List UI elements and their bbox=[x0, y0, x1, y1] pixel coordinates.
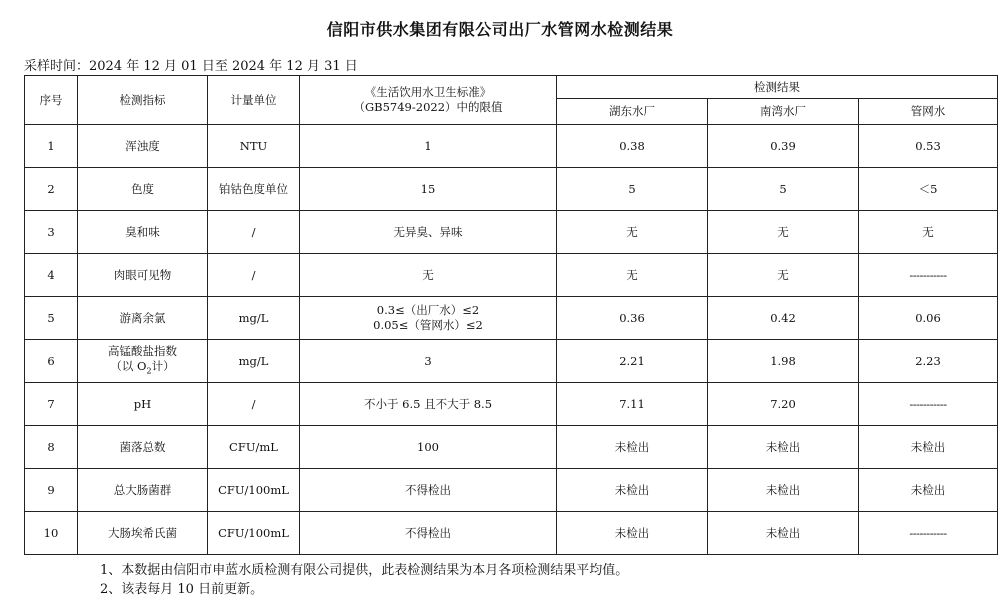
header-unit: 计量单位 bbox=[208, 76, 300, 125]
page-title: 信阳市供水集团有限公司出厂水管网水检测结果 bbox=[326, 20, 674, 39]
cell-unit: CFU/mL bbox=[208, 426, 300, 469]
cell-site3: ----------- bbox=[859, 512, 998, 555]
cell-limit: 100 bbox=[300, 426, 557, 469]
cell-site1: 未检出 bbox=[557, 512, 708, 555]
cell-no: 2 bbox=[25, 168, 78, 211]
cell-item-line2-suffix: 计） bbox=[151, 358, 175, 373]
cell-site3: 2.23 bbox=[859, 340, 998, 383]
sampling-period: 采样时间：2024 年 12 月 01 日至 2024 年 12 月 31 日 bbox=[24, 59, 358, 74]
cell-limit-line2: 0.05≤（管网水）≤2 bbox=[373, 318, 483, 332]
cell-site2: 未检出 bbox=[708, 512, 859, 555]
cell-unit: / bbox=[208, 383, 300, 426]
cell-item-line1: 高锰酸盐指数 bbox=[108, 343, 177, 358]
table-row bbox=[25, 297, 998, 340]
cell-site3: ＜5 bbox=[859, 168, 998, 211]
header-results: 检测结果 bbox=[557, 76, 998, 99]
cell-item: 浑浊度 bbox=[78, 125, 208, 168]
cell-site1: 0.38 bbox=[557, 125, 708, 168]
table-row bbox=[25, 254, 998, 297]
cell-site3: 0.06 bbox=[859, 297, 998, 340]
header-site-network: 管网水 bbox=[859, 99, 998, 125]
cell-unit: / bbox=[208, 254, 300, 297]
cell-unit: NTU bbox=[208, 125, 300, 168]
cell-site2: 7.20 bbox=[708, 383, 859, 426]
cell-limit: 无 bbox=[300, 254, 557, 297]
cell-site1: 5 bbox=[557, 168, 708, 211]
table-row bbox=[25, 125, 998, 168]
cell-site1: 0.36 bbox=[557, 297, 708, 340]
cell-site3: ----------- bbox=[859, 254, 998, 297]
cell-item-line2 bbox=[80, 359, 205, 378]
cell-site1: 2.21 bbox=[557, 340, 708, 383]
cell-site1: 无 bbox=[557, 211, 708, 254]
cell-site2: 未检出 bbox=[708, 469, 859, 512]
cell-limit: 不得检出 bbox=[300, 512, 557, 555]
cell-unit: / bbox=[208, 211, 300, 254]
cell-no: 4 bbox=[25, 254, 78, 297]
cell-limit: 1 bbox=[300, 125, 557, 168]
cell-no: 6 bbox=[25, 340, 78, 383]
cell-limit: 15 bbox=[300, 168, 557, 211]
cell-site3: ----------- bbox=[859, 383, 998, 426]
cell-site3: 未检出 bbox=[859, 426, 998, 469]
cell-no: 7 bbox=[25, 383, 78, 426]
cell-no: 8 bbox=[25, 426, 78, 469]
cell-no: 5 bbox=[25, 297, 78, 340]
cell-site2: 0.42 bbox=[708, 297, 859, 340]
cell-item: 菌落总数 bbox=[78, 426, 208, 469]
header-no: 序号 bbox=[25, 76, 78, 125]
cell-site1: 7.11 bbox=[557, 383, 708, 426]
table-row bbox=[25, 211, 998, 254]
cell-site1: 未检出 bbox=[557, 426, 708, 469]
footnote-2: 2、该表每月 10 日前更新。 bbox=[100, 582, 264, 597]
header-site-nanwan: 南湾水厂 bbox=[708, 99, 859, 125]
header-site-hudong: 湖东水厂 bbox=[557, 99, 708, 125]
cell-item-line2-prefix: （以 O bbox=[110, 358, 147, 373]
cell-site2: 1.98 bbox=[708, 340, 859, 383]
cell-unit: mg/L bbox=[208, 297, 300, 340]
table-row bbox=[25, 383, 998, 426]
header-standard bbox=[300, 76, 557, 125]
cell-unit: CFU/100mL bbox=[208, 512, 300, 555]
cell-item-line2-subscript: 2 bbox=[146, 366, 152, 376]
header-standard-line1: 《生活饮用水卫生标准》 bbox=[364, 85, 492, 99]
cell-no: 10 bbox=[25, 512, 78, 555]
table-row bbox=[25, 512, 998, 555]
cell-site1: 未检出 bbox=[557, 469, 708, 512]
cell-no: 3 bbox=[25, 211, 78, 254]
table-row bbox=[25, 168, 998, 211]
cell-item: 色度 bbox=[78, 168, 208, 211]
cell-site3: 未检出 bbox=[859, 469, 998, 512]
cell-unit: 铂钴色度单位 bbox=[208, 168, 300, 211]
footnotes bbox=[100, 561, 628, 599]
cell-limit bbox=[300, 297, 557, 340]
cell-unit: CFU/100mL bbox=[208, 469, 300, 512]
cell-site1: 无 bbox=[557, 254, 708, 297]
cell-item bbox=[78, 340, 208, 383]
cell-limit-line1: 0.3≤（出厂水）≤2 bbox=[376, 303, 480, 317]
table-row bbox=[25, 426, 998, 469]
table-row bbox=[25, 340, 998, 383]
cell-site2: 未检出 bbox=[708, 426, 859, 469]
results-table bbox=[24, 75, 998, 555]
cell-no: 9 bbox=[25, 469, 78, 512]
cell-item: 肉眼可见物 bbox=[78, 254, 208, 297]
cell-item: 总大肠菌群 bbox=[78, 469, 208, 512]
cell-limit: 3 bbox=[300, 340, 557, 383]
cell-unit: mg/L bbox=[208, 340, 300, 383]
cell-limit: 无异臭、异味 bbox=[300, 211, 557, 254]
cell-site3: 0.53 bbox=[859, 125, 998, 168]
cell-item: 大肠埃希氏菌 bbox=[78, 512, 208, 555]
header-standard-line2: （GB5749-2022）中的限值 bbox=[353, 100, 503, 114]
cell-limit: 不得检出 bbox=[300, 469, 557, 512]
cell-no: 1 bbox=[25, 125, 78, 168]
header-item: 检测指标 bbox=[78, 76, 208, 125]
cell-limit: 不小于 6.5 且不大于 8.5 bbox=[300, 383, 557, 426]
footnote-1: 1、本数据由信阳市申蓝水质检测有限公司提供，此表检测结果为本月各项检测结果平均值。 bbox=[100, 563, 629, 578]
cell-site2: 0.39 bbox=[708, 125, 859, 168]
table-row bbox=[25, 469, 998, 512]
cell-item: pH bbox=[78, 383, 208, 426]
cell-site2: 无 bbox=[708, 254, 859, 297]
cell-site3: 无 bbox=[859, 211, 998, 254]
cell-item: 游离余氯 bbox=[78, 297, 208, 340]
cell-item: 臭和味 bbox=[78, 211, 208, 254]
cell-site2: 无 bbox=[708, 211, 859, 254]
cell-site2: 5 bbox=[708, 168, 859, 211]
